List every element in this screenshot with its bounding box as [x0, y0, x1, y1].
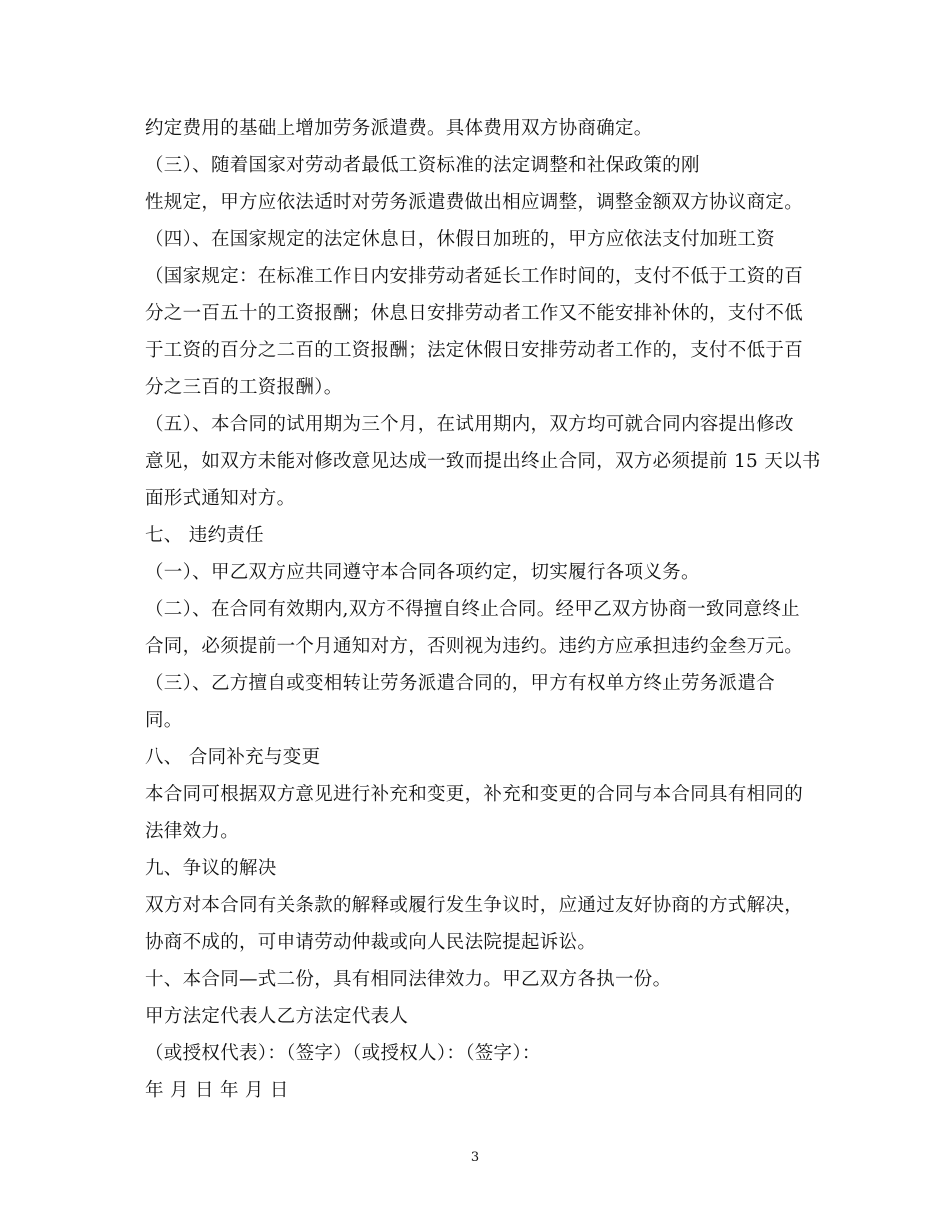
date-line: 年 月 日 年 月 日: [145, 1080, 289, 1101]
text-line: 分之一百五十的工资报酬；休息日安排劳动者工作又不能安排补休的，支付不低: [145, 303, 804, 324]
section-heading: 九、争议的解决: [145, 858, 277, 879]
signature-line: 甲方法定代表人乙方法定代表人: [145, 1006, 409, 1027]
section-heading: 八、 合同补充与变更: [145, 747, 321, 768]
text-line: 十、本合同—式二份，具有相同法律效力。甲乙双方各执一份。: [145, 969, 672, 990]
text-line: 法律效力。: [145, 821, 240, 842]
text-line: （二）、在合同有效期内,双方不得擅自终止合同。经甲乙双方协商一致同意终止: [145, 599, 800, 620]
text-line: （三）、随着国家对劳动者最低工资标准的法定调整和社保政策的刚: [145, 155, 700, 176]
text-line: （三）、乙方擅自或变相转让劳务派遣合同的，甲方有权单方终止劳务派遣合: [145, 673, 775, 694]
text-line: 同。: [145, 710, 183, 731]
page-number: 3: [470, 1150, 480, 1165]
text-line: 双方对本合同有关条款的解释或履行发生争议时，应通过友好协商的方式解决，: [145, 895, 804, 916]
text-line: 约定费用的基础上增加劳务派遣费。具体费用双方协商确定。: [145, 118, 653, 139]
text-line: 协商不成的，可申请劳动仲裁或向人民法院提起诉讼。: [145, 932, 597, 953]
text-line: （国家规定：在标准工作日内安排劳动者延长工作时间的，支付不低于工资的百: [145, 266, 804, 287]
text-line: 性规定，甲方应依法适时对劳务派遣费做出相应调整，调整金额双方协议商定。: [145, 192, 804, 213]
text-line: 意见，如双方未能对修改意见达成一致而提出终止合同，双方必须提前 15 天以书: [145, 451, 821, 472]
text-line: 合同，必须提前一个月通知对方，否则视为违约。违约方应承担违约金叁万元。: [145, 636, 804, 657]
text-line: 于工资的百分之二百的工资报酬；法定休假日安排劳动者工作的，支付不低于百: [145, 340, 804, 361]
signature-line: （或授权代表）：（签字）（或授权人）：（签字）：: [145, 1043, 541, 1064]
section-heading: 七、 违约责任: [145, 525, 264, 546]
text-line: 本合同可根据双方意见进行补充和变更，补充和变更的合同与本合同具有相同的: [145, 784, 804, 805]
text-line: （五）、本合同的试用期为三个月，在试用期内，双方均可就合同内容提出修改: [145, 414, 794, 435]
text-line: 分之三百的工资报酬）。: [145, 377, 343, 398]
text-line: （四）、在国家规定的法定休息日，休假日加班的，甲方应依法支付加班工资: [145, 229, 775, 250]
text-line: （一）、甲乙双方应共同遵守本合同各项约定，切实履行各项义务。: [145, 562, 700, 583]
text-line: 面形式通知对方。: [145, 488, 296, 509]
